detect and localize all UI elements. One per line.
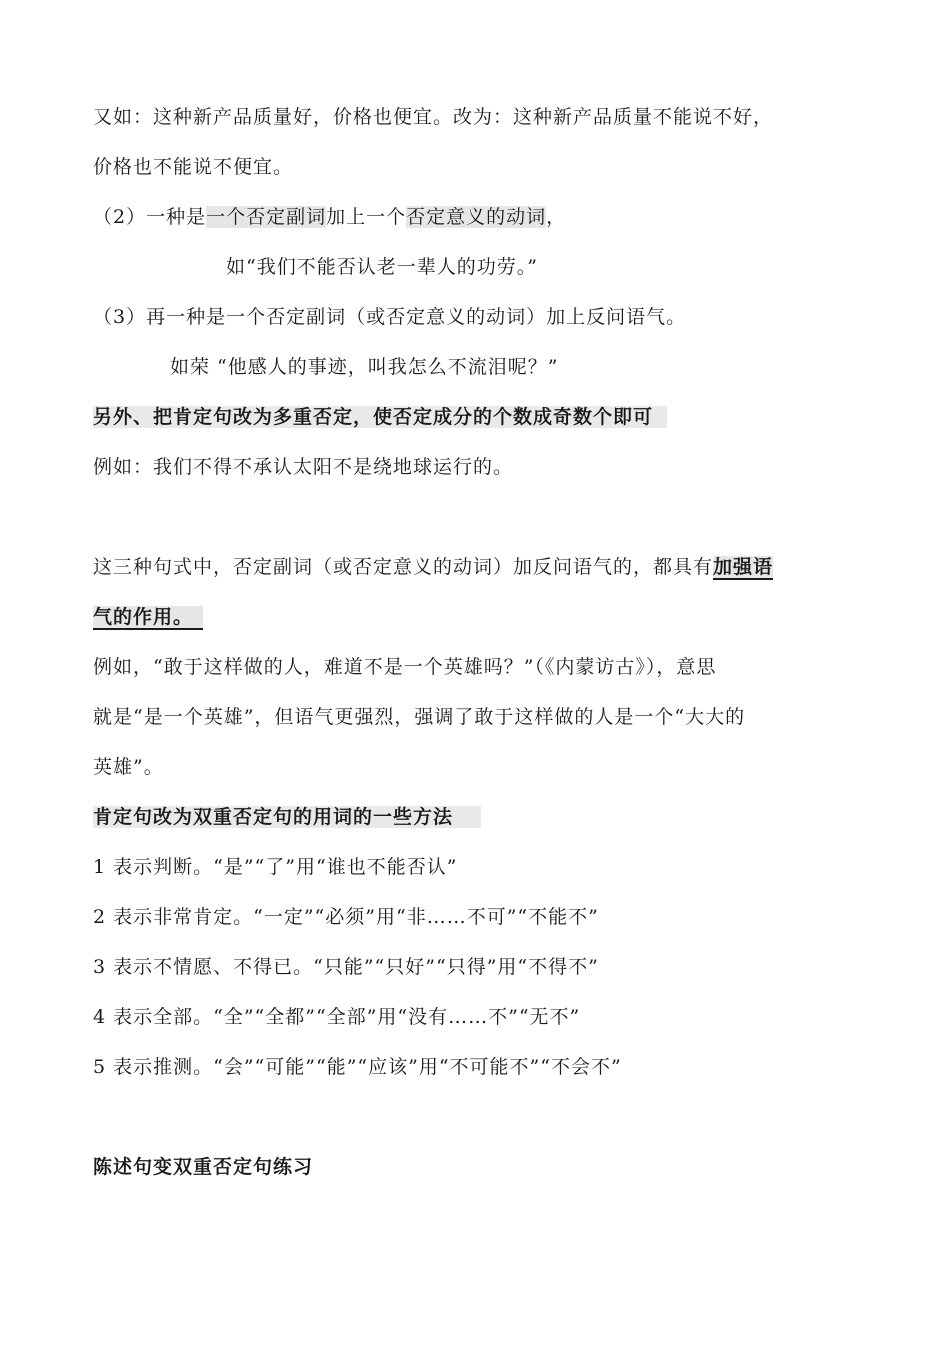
three-forms-text: 这三种句式中，否定副词（或否定意义的动词）加反问语气的，都具有	[93, 556, 714, 578]
item-3-line: （3）再一种是一个否定副词（或否定意义的动词）加上反问语气。	[93, 306, 687, 328]
method-item-5: 5 表示推测。“会”“可能”“能”“应该”用“不可能不”“不会不”	[93, 1056, 622, 1078]
method-item-2: 2 表示非常肯定。“一定”“必须”用“非……不可”“不能不”	[93, 906, 599, 928]
three-forms-line-1	[93, 552, 773, 582]
item-3-example: 如荣 “他感人的事迹，叫我怎么不流泪呢？”	[170, 356, 559, 378]
addition-heading: 另外、把肯定句改为多重否定，使否定成分的个数成奇数个即可	[93, 402, 667, 432]
hero-example-line-3: 英雄”。	[93, 756, 164, 778]
item-2-example: 如“我们不能否认老一辈人的功劳。”	[226, 256, 538, 278]
exercise-heading: 陈述句变双重否定句练习	[93, 1156, 314, 1178]
method-item-4: 4 表示全部。“全”“全都”“全部”用“没有……不”“无不”	[93, 1006, 581, 1028]
three-forms-line-2	[93, 602, 203, 632]
item-2-highlight-verb: 否定意义的动词	[406, 206, 547, 228]
item-2-highlight-adverb: 一个否定副词	[206, 206, 327, 228]
hero-example-line-2: 就是“是一个英雄”，但语气更强烈，强调了敢于这样做的人是一个“大大的	[93, 706, 746, 728]
item-2-line	[93, 202, 566, 232]
method-item-1: 1 表示判断。“是”“了”用“谁也不能否认”	[93, 856, 458, 878]
item-2-prefix: （2）一种是	[93, 206, 207, 228]
addition-example: 例如：我们不得不承认太阳不是绕地球运行的。	[93, 456, 514, 478]
item-2-mid: 加上一个	[326, 206, 407, 228]
item-2-suffix: ，	[546, 206, 567, 228]
methods-heading: 肯定句改为双重否定句的用词的一些方法	[93, 802, 481, 832]
hero-example-line-1: 例如，“敢于这样做的人，难道不是一个英雄吗？”（《内蒙访古》），意思	[93, 656, 717, 678]
three-forms-emphasis-2: 气的作用。	[93, 606, 203, 630]
three-forms-emphasis-1: 加强语	[713, 556, 774, 578]
method-item-3: 3 表示不情愿、不得已。“只能”“只好”“只得”用“不得不”	[93, 956, 599, 978]
example-again-line-2: 价格也不能说不便宜。	[93, 156, 294, 178]
example-again-line-1: 又如：这种新产品质量好，价格也便宜。改为：这种新产品质量不能说不好，	[93, 106, 774, 128]
